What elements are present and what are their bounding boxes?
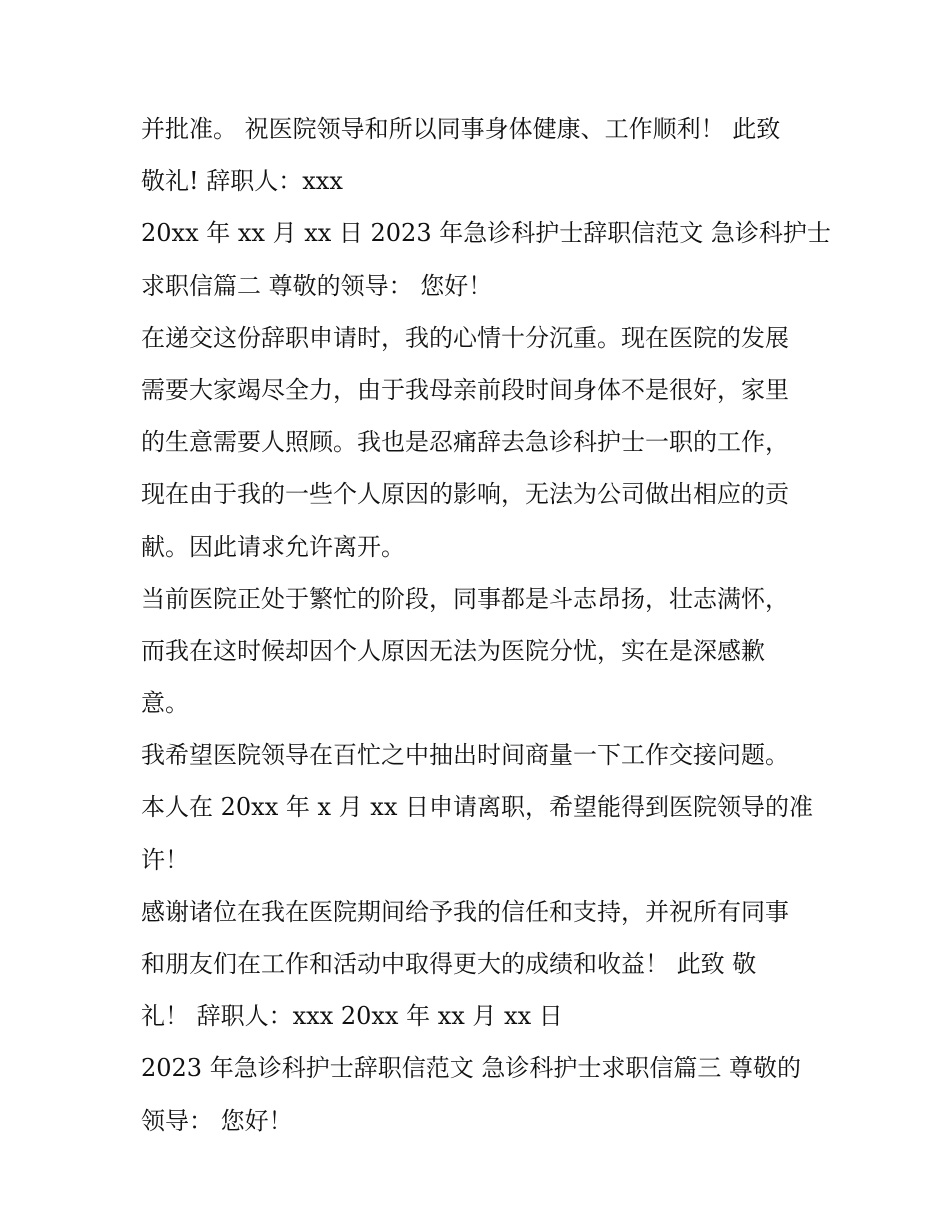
- text-line: 和朋友们在工作和活动中取得更大的成绩和收益！ 此致 敬: [141, 950, 757, 978]
- text-line: 的生意需要人照顾。我也是忍痛辞去急诊科护士一职的工作，: [141, 428, 789, 457]
- text-line: 敬礼! 辞职人：xxx: [141, 167, 343, 196]
- text-line: 感谢诸位在我在医院期间给予我的信任和支持，并祝所有同事: [141, 897, 789, 926]
- text-line: 而我在这时候却因个人原因无法为医院分忧，实在是深感歉: [141, 636, 765, 665]
- document-body: [141, 103, 831, 1147]
- text-line: 20xx 年 xx 月 xx 日 2023 年急诊科护士辞职信范文 急诊科护士: [141, 219, 831, 248]
- text-line: 我希望医院领导在百忙之中抽出时间商量一下工作交接问题。: [141, 741, 789, 770]
- text-line: 求职信篇二 尊敬的领导： 您好！: [141, 271, 493, 300]
- text-line: 本人在 20xx 年 x 月 xx 日申请离职，希望能得到医院领导的准: [141, 793, 813, 822]
- text-line: 许！: [141, 845, 189, 874]
- text-line: 需要大家竭尽全力，由于我母亲前段时间身体不是很好，家里: [141, 375, 789, 404]
- text-line: 在递交这份辞职申请时，我的心情十分沉重。现在医院的发展: [141, 323, 789, 352]
- text-line: 领导： 您好！: [141, 1106, 293, 1135]
- text-line: 2023 年急诊科护士辞职信范文 急诊科护士求职信篇三 尊敬的: [141, 1054, 801, 1083]
- text-line: 现在由于我的一些个人原因的影响，无法为公司做出相应的贡: [141, 480, 789, 509]
- text-line: 当前医院正处于繁忙的阶段，同事都是斗志昂扬，壮志满怀，: [141, 584, 789, 613]
- text-line: 意。: [141, 689, 189, 718]
- text-line: 礼！ 辞职人：xxx 20xx 年 xx 月 xx 日: [141, 1002, 563, 1031]
- text-line: 并批准。 祝医院领导和所以同事身体健康、工作顺利！ 此致: [141, 115, 781, 143]
- text-line: 献。因此请求允许离开。: [141, 532, 405, 561]
